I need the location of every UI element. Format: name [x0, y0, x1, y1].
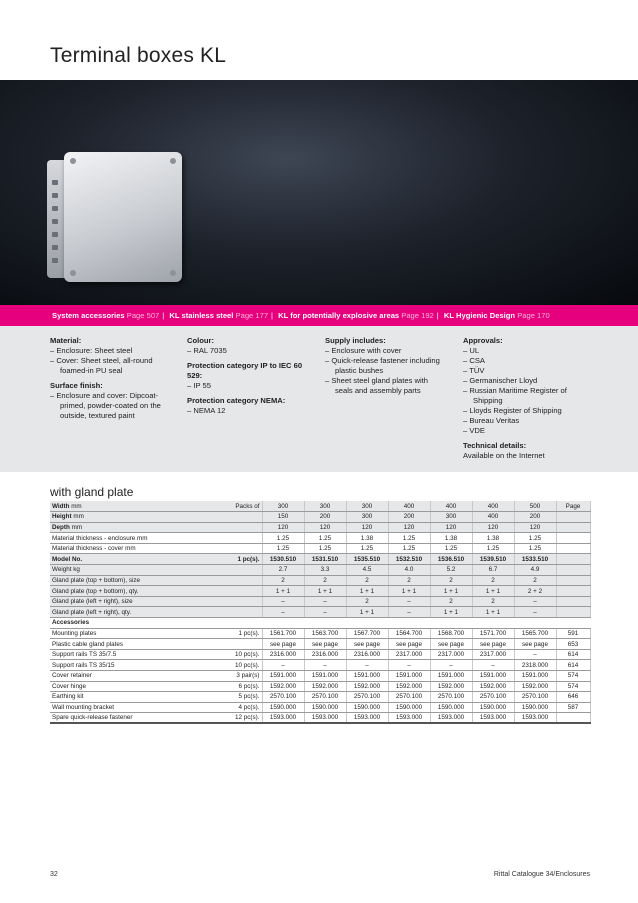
- detail-value: 1 + 1: [472, 607, 514, 618]
- accessory-model-number: 1571.700: [472, 628, 514, 639]
- dimension-value: 400: [472, 512, 514, 523]
- accessory-model-number: 1593.000: [388, 713, 430, 724]
- accessory-model-number: 1590.000: [430, 702, 472, 713]
- page-reference: 646: [556, 692, 590, 703]
- thickness-value: 1.25: [346, 543, 388, 554]
- spec-supply-includes: Supply includes: – Enclosure with cover – Quick-release fastener including plastic bushes – Sheet steel gland plates with seals and assembly parts: [325, 336, 440, 395]
- model-number: 1533.510: [514, 554, 556, 565]
- enclosure-cover: [64, 152, 182, 282]
- spec-approvals: Approvals: – UL – CSA – TÜV – Germanischer Lloyd – Russian Maritime Register of Shipping – Lloyds Register of Shipping – Bureau Veritas – VDE Technical details: Available on the Internet: [463, 336, 567, 460]
- detail-value: –: [304, 607, 346, 618]
- detail-row: [50, 565, 590, 576]
- accessory-name: Support rails TS 35/7.5: [50, 649, 222, 660]
- detail-value: 1 + 1: [388, 586, 430, 597]
- accessory-row: [50, 671, 590, 682]
- accessory-model-number: 1593.000: [514, 713, 556, 724]
- width-value: 400: [430, 501, 472, 512]
- detail-row: [50, 575, 590, 586]
- accessory-model-number: 2317.000: [472, 649, 514, 660]
- accessory-model-number: 1567.700: [346, 628, 388, 639]
- dimension-row: [50, 512, 590, 523]
- row-label: Material thickness - enclosure mm: [50, 533, 222, 544]
- packs-cell: [222, 533, 262, 544]
- accessory-model-number: see page: [304, 639, 346, 650]
- detail-value: 1 + 1: [430, 607, 472, 618]
- page-reference: 653: [556, 639, 590, 650]
- page-reference: [556, 713, 590, 724]
- page-cell: [556, 533, 590, 544]
- accessories-heading: Accessories: [50, 618, 590, 629]
- cover-screw: [170, 158, 176, 164]
- cover-screw: [170, 270, 176, 276]
- gland-slot: [52, 258, 58, 263]
- detail-value: –: [388, 596, 430, 607]
- accessory-model-number: 2570.100: [472, 692, 514, 703]
- dimension-value: 150: [262, 512, 304, 523]
- cover-screw: [70, 158, 76, 164]
- accessory-model-number: 1593.000: [262, 713, 304, 724]
- page-cell: [556, 554, 590, 565]
- nav-link-kl-hygienic[interactable]: KL Hygienic Design Page 170: [443, 311, 550, 320]
- accessory-model-number: 2316.000: [346, 649, 388, 660]
- model-number: 1535.510: [346, 554, 388, 565]
- nav-link-system-accessories[interactable]: System accessories Page 507: [52, 311, 160, 320]
- table-header-row: [50, 501, 590, 512]
- accessory-name: Plastic cable gland plates: [50, 639, 222, 650]
- row-label: Gland plate (top + bottom), size: [50, 575, 222, 586]
- page-cell: [556, 575, 590, 586]
- page-cell: [556, 565, 590, 576]
- accessory-model-number: 1592.000: [472, 681, 514, 692]
- accessory-model-number: 1590.000: [514, 702, 556, 713]
- accessory-row: [50, 639, 590, 650]
- catalogue-name: Rittal Catalogue 34/Enclosures: [493, 871, 590, 878]
- model-number: 1532.510: [388, 554, 430, 565]
- detail-value: 2: [262, 575, 304, 586]
- row-label: Weight kg: [50, 565, 222, 576]
- gland-slot: [52, 206, 58, 211]
- accessory-model-number: 1561.700: [262, 628, 304, 639]
- product-photo: [0, 80, 638, 305]
- packs-header: Packs of: [222, 501, 262, 512]
- accessory-model-number: 1590.000: [388, 702, 430, 713]
- packs-cell: 3 pair(s): [222, 671, 262, 682]
- model-row: [50, 554, 590, 565]
- accessory-model-number: 2570.100: [430, 692, 472, 703]
- width-value: 400: [388, 501, 430, 512]
- nav-link-kl-explosive[interactable]: KL for potentially explosive areas Page 192: [278, 311, 434, 320]
- thickness-value: 1.25: [304, 543, 346, 554]
- packs-cell: [222, 575, 262, 586]
- packs-cell: [222, 607, 262, 618]
- dimension-value: 120: [304, 522, 346, 533]
- gland-slot: [52, 219, 58, 224]
- packs-cell: 6 pc(s).: [222, 681, 262, 692]
- detail-value: 2: [514, 575, 556, 586]
- packs-cell: 12 pc(s).: [222, 713, 262, 724]
- detail-value: 1 + 1: [346, 607, 388, 618]
- packs-cell: 1 pc(s).: [222, 554, 262, 565]
- detail-value: 2: [388, 575, 430, 586]
- packs-cell: [222, 586, 262, 597]
- accessories-header-row: [50, 618, 590, 629]
- accessory-model-number: 1592.000: [514, 681, 556, 692]
- detail-value: 5.2: [430, 565, 472, 576]
- detail-row: [50, 596, 590, 607]
- accessory-model-number: 1591.000: [472, 671, 514, 682]
- accessory-model-number: 1591.000: [346, 671, 388, 682]
- detail-value: 6.7: [472, 565, 514, 576]
- packs-cell: [222, 596, 262, 607]
- accessory-model-number: –: [514, 649, 556, 660]
- page-number: 32: [50, 871, 58, 878]
- accessory-model-number: 1593.000: [430, 713, 472, 724]
- page-cell: [556, 586, 590, 597]
- packs-cell: [222, 565, 262, 576]
- detail-value: 4.9: [514, 565, 556, 576]
- accessory-model-number: 2570.100: [388, 692, 430, 703]
- detail-value: –: [514, 607, 556, 618]
- product-table: [50, 501, 591, 724]
- page-cell: [556, 607, 590, 618]
- detail-value: 2: [430, 596, 472, 607]
- accessory-model-number: 1592.000: [346, 681, 388, 692]
- accessory-model-number: 1592.000: [388, 681, 430, 692]
- accessory-model-number: 1591.000: [304, 671, 346, 682]
- accessory-model-number: 2316.000: [262, 649, 304, 660]
- page-reference: 614: [556, 660, 590, 671]
- accessory-model-number: 2570.100: [304, 692, 346, 703]
- thickness-value: 1.25: [430, 543, 472, 554]
- accessory-model-number: 1592.000: [430, 681, 472, 692]
- row-label: Material thickness - cover mm: [50, 543, 222, 554]
- gland-slot: [52, 245, 58, 250]
- page-cell: [556, 543, 590, 554]
- packs-cell: [222, 639, 262, 650]
- accessory-model-number: 2570.100: [514, 692, 556, 703]
- accessory-model-number: 1590.000: [472, 702, 514, 713]
- page-reference: 587: [556, 702, 590, 713]
- nav-link-kl-stainless[interactable]: KL stainless steel Page 177: [169, 311, 269, 320]
- thickness-value: 1.25: [388, 533, 430, 544]
- accessory-model-number: 1592.000: [262, 681, 304, 692]
- accessory-model-number: 1592.000: [304, 681, 346, 692]
- accessory-row: [50, 692, 590, 703]
- dimension-value: 200: [514, 512, 556, 523]
- accessory-model-number: 1564.700: [388, 628, 430, 639]
- width-value: 300: [262, 501, 304, 512]
- accessory-row: [50, 649, 590, 660]
- detail-value: 2.7: [262, 565, 304, 576]
- gland-slot: [52, 180, 58, 185]
- detail-value: 2: [472, 575, 514, 586]
- detail-value: –: [262, 596, 304, 607]
- row-label: Gland plate (left + right), size: [50, 596, 222, 607]
- accessory-row: [50, 660, 590, 671]
- page-reference: 574: [556, 681, 590, 692]
- gland-slot: [52, 193, 58, 198]
- accessory-model-number: 1591.000: [262, 671, 304, 682]
- page-cell: [556, 522, 590, 533]
- section-title: with gland plate: [50, 485, 134, 499]
- detail-value: 1 + 1: [304, 586, 346, 597]
- accessory-name: Spare quick-release fastener: [50, 713, 222, 724]
- packs-cell: 1 pc(s).: [222, 628, 262, 639]
- dimension-value: 120: [514, 522, 556, 533]
- accessory-model-number: 2316.000: [304, 649, 346, 660]
- detail-value: –: [388, 607, 430, 618]
- thickness-value: 1.38: [472, 533, 514, 544]
- packs-cell: [222, 522, 262, 533]
- width-value: 300: [304, 501, 346, 512]
- detail-value: 1 + 1: [262, 586, 304, 597]
- related-products-bar: System accessories Page 507 | KL stainless steel Page 177 | KL for potentially explosive areas Page 192 | KL Hygienic Design Page 170: [0, 305, 638, 326]
- width-value: 400: [472, 501, 514, 512]
- model-number: 1539.510: [472, 554, 514, 565]
- accessory-model-number: 1590.000: [262, 702, 304, 713]
- accessory-model-number: 1568.700: [430, 628, 472, 639]
- thickness-value: 1.25: [262, 543, 304, 554]
- page-reference: 574: [556, 671, 590, 682]
- specifications-panel: [0, 326, 638, 472]
- thickness-value: 1.25: [388, 543, 430, 554]
- accessory-row: [50, 628, 590, 639]
- detail-value: 2: [346, 575, 388, 586]
- accessory-name: Wall mounting bracket: [50, 702, 222, 713]
- accessory-model-number: –: [388, 660, 430, 671]
- accessory-model-number: see page: [262, 639, 304, 650]
- dimension-row: [50, 522, 590, 533]
- accessory-model-number: –: [472, 660, 514, 671]
- detail-value: 4.0: [388, 565, 430, 576]
- detail-value: 3.3: [304, 565, 346, 576]
- model-number: 1530.510: [262, 554, 304, 565]
- accessory-model-number: 1590.000: [304, 702, 346, 713]
- model-number: 1536.510: [430, 554, 472, 565]
- accessory-name: Cover retainer: [50, 671, 222, 682]
- thickness-value: 1.25: [514, 533, 556, 544]
- detail-value: 1 + 1: [430, 586, 472, 597]
- page-cell: [556, 512, 590, 523]
- accessory-row: [50, 681, 590, 692]
- accessory-model-number: 2570.100: [262, 692, 304, 703]
- page-header: Page: [556, 501, 590, 512]
- gland-slot: [52, 232, 58, 237]
- row-label: Gland plate (left + right), qty.: [50, 607, 222, 618]
- accessory-model-number: 1565.700: [514, 628, 556, 639]
- accessory-model-number: see page: [472, 639, 514, 650]
- detail-value: 4.5: [346, 565, 388, 576]
- packs-cell: 10 pc(s).: [222, 649, 262, 660]
- dimension-value: 300: [346, 512, 388, 523]
- accessory-model-number: –: [430, 660, 472, 671]
- accessory-model-number: see page: [430, 639, 472, 650]
- detail-value: 2: [304, 575, 346, 586]
- accessory-model-number: 1593.000: [346, 713, 388, 724]
- row-label: Gland plate (top + bottom), qty.: [50, 586, 222, 597]
- row-label: Depth mm: [50, 522, 222, 533]
- model-number: 1531.510: [304, 554, 346, 565]
- detail-value: 1 + 1: [346, 586, 388, 597]
- thickness-value: 1.25: [472, 543, 514, 554]
- dimension-value: 120: [346, 522, 388, 533]
- packs-cell: 10 pc(s).: [222, 660, 262, 671]
- thickness-row: [50, 533, 590, 544]
- detail-value: –: [304, 596, 346, 607]
- accessory-model-number: 1591.000: [514, 671, 556, 682]
- packs-cell: [222, 543, 262, 554]
- detail-value: 2: [472, 596, 514, 607]
- accessory-model-number: 1590.000: [346, 702, 388, 713]
- thickness-value: 1.25: [262, 533, 304, 544]
- thickness-value: 1.25: [514, 543, 556, 554]
- page-title: Terminal boxes KL: [50, 44, 227, 67]
- detail-row: [50, 607, 590, 618]
- detail-value: 2 + 2: [514, 586, 556, 597]
- accessory-model-number: see page: [346, 639, 388, 650]
- accessory-model-number: 1593.000: [472, 713, 514, 724]
- width-value: 300: [346, 501, 388, 512]
- spec-colour-protection: Colour: – RAL 7035 Protection category IP to IEC 60 529: – IP 55 Protection category NEMA: – NEMA 12: [187, 336, 303, 415]
- accessory-model-number: 2317.000: [388, 649, 430, 660]
- accessory-model-number: see page: [514, 639, 556, 650]
- accessory-model-number: 1591.000: [388, 671, 430, 682]
- accessory-model-number: 2570.100: [346, 692, 388, 703]
- spec-material: Material: – Enclosure: Sheet steel – Cover: Sheet steel, all-round foamed-in PU seal Surface finish: – Enclosure and cover: Dipcoat-primed, powder-coated on the outside, textured paint: [50, 336, 161, 420]
- accessory-model-number: 1593.000: [304, 713, 346, 724]
- accessory-model-number: see page: [388, 639, 430, 650]
- width-value: 500: [514, 501, 556, 512]
- row-label: Width mm: [50, 501, 222, 512]
- page-reference: 614: [556, 649, 590, 660]
- dimension-value: 300: [430, 512, 472, 523]
- thickness-row: [50, 543, 590, 554]
- dimension-value: 120: [388, 522, 430, 533]
- thickness-value: 1.25: [304, 533, 346, 544]
- thickness-value: 1.38: [430, 533, 472, 544]
- packs-cell: 5 pc(s).: [222, 692, 262, 703]
- accessory-model-number: 1563.700: [304, 628, 346, 639]
- dimension-value: 200: [304, 512, 346, 523]
- detail-value: 2: [430, 575, 472, 586]
- accessory-row: [50, 713, 590, 724]
- accessory-name: Cover hinge: [50, 681, 222, 692]
- page-cell: [556, 596, 590, 607]
- accessory-row: [50, 702, 590, 713]
- detail-value: 1 + 1: [472, 586, 514, 597]
- detail-value: 2: [346, 596, 388, 607]
- thickness-value: 1.38: [346, 533, 388, 544]
- cover-screw: [70, 270, 76, 276]
- dimension-value: 120: [472, 522, 514, 533]
- dimension-value: 120: [430, 522, 472, 533]
- accessory-name: Mounting plates: [50, 628, 222, 639]
- row-label: Height mm: [50, 512, 222, 523]
- accessory-name: Earthing kit: [50, 692, 222, 703]
- accessory-name: Support rails TS 35/15: [50, 660, 222, 671]
- row-label: Model No.: [50, 554, 222, 565]
- dimension-value: 200: [388, 512, 430, 523]
- page-reference: 591: [556, 628, 590, 639]
- accessory-model-number: 2318.000: [514, 660, 556, 671]
- detail-row: [50, 586, 590, 597]
- packs-cell: 4 pc(s).: [222, 702, 262, 713]
- accessory-model-number: –: [262, 660, 304, 671]
- accessory-model-number: 2317.000: [430, 649, 472, 660]
- dimension-value: 120: [262, 522, 304, 533]
- detail-value: –: [514, 596, 556, 607]
- packs-cell: [222, 512, 262, 523]
- accessory-model-number: –: [304, 660, 346, 671]
- accessory-model-number: 1591.000: [430, 671, 472, 682]
- detail-value: –: [262, 607, 304, 618]
- accessory-model-number: –: [346, 660, 388, 671]
